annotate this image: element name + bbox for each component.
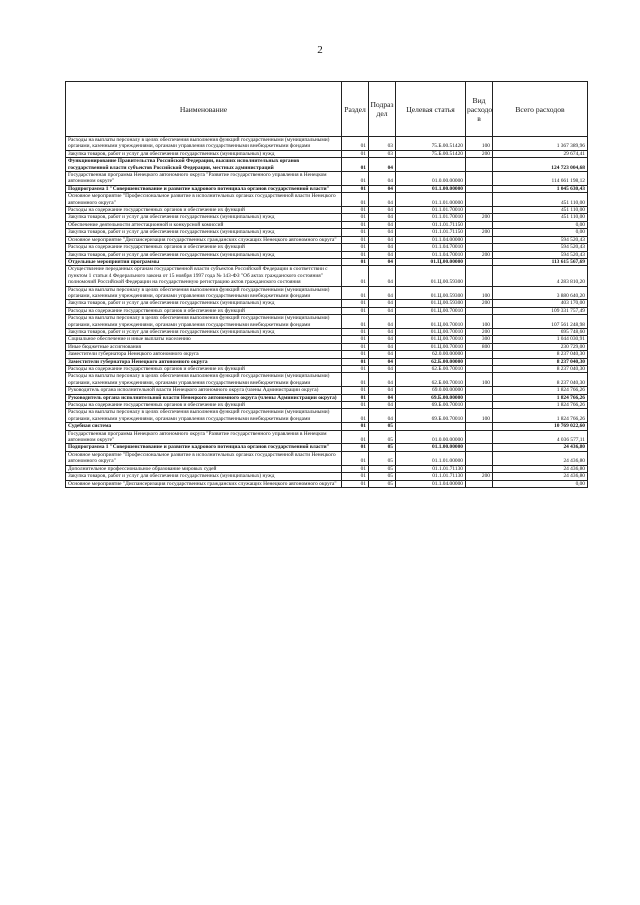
cell-kind: 200	[466, 328, 493, 335]
cell-article: 01.1.01.71130	[396, 473, 466, 480]
cell-article: 01.0.00.00000	[396, 430, 466, 444]
table-row	[66, 172, 588, 186]
cell-name: Основное мероприятие "Профессиональное развитие в исполнительных органах государственной власти Ненецкого автономного округа"	[66, 193, 342, 207]
cell-subsection: 04	[369, 394, 396, 401]
cell-subsection: 04	[369, 172, 396, 186]
cell-total: 1 367 389,96	[493, 137, 588, 151]
cell-article: 01.1.04.00000	[396, 480, 466, 487]
cell-kind: 200	[466, 229, 493, 236]
cell-name: Подпрограмма 1 "Совершенствование и развитие кадрового потенциала органов государственной власти"	[66, 444, 342, 451]
cell-name: Расходы на содержание государственных органов и обеспечение их функций	[66, 307, 342, 314]
cell-kind	[466, 193, 493, 207]
cell-total: 1 044 030,91	[493, 336, 588, 343]
cell-subsection: 04	[369, 286, 396, 300]
cell-name: Закупка товаров, работ и услуг для обеспечения государственных (муниципальных) нужд	[66, 150, 342, 157]
cell-total: 113 615 567,69	[493, 258, 588, 265]
cell-subsection: 04	[369, 358, 396, 365]
table-row	[66, 251, 588, 258]
cell-article: 01.Ц.00.70010	[396, 343, 466, 350]
cell-kind	[466, 258, 493, 265]
cell-total: 594 520,43	[493, 236, 588, 243]
table-row	[66, 158, 588, 172]
cell-article: 01.1.01.71150	[396, 229, 466, 236]
cell-section: 01	[342, 473, 369, 480]
cell-subsection: 04	[369, 315, 396, 329]
cell-section: 01	[342, 258, 369, 265]
cell-article: 62.Б.00.70010	[396, 366, 466, 373]
cell-name: Закупка товаров, работ и услуг для обеспечения государственных (муниципальных) нужд	[66, 214, 342, 221]
cell-kind: 200	[466, 300, 493, 307]
table-row	[66, 394, 588, 401]
table-row	[66, 358, 588, 365]
cell-name: Обеспечение деятельности аттестационной и конкурсной комиссий	[66, 221, 342, 228]
cell-article: 01.1.01.70010	[396, 207, 466, 214]
table-row	[66, 229, 588, 236]
cell-kind: 100	[466, 286, 493, 300]
cell-subsection: 03	[369, 137, 396, 151]
header-name: Наименование	[66, 82, 342, 137]
cell-subsection: 04	[369, 343, 396, 350]
cell-name: Расходы на выплаты персоналу в целях обеспечения выполнения функций государственными (муниципальными) органами, казенными учреждениями, органами управления государственными внебюджетными фондами	[66, 409, 342, 423]
cell-name: Расходы на выплаты персоналу в целях обеспечения выполнения функций государственными (муниципальными) органами, казенными учреждениями, органами управления государственными внебюджетными фондами	[66, 137, 342, 151]
cell-section: 01	[342, 266, 369, 286]
cell-name: Основное мероприятие "Профессиональное развитие в исполнительных органах государственной власти Ненецкого автономного округа"	[66, 451, 342, 465]
table-row	[66, 236, 588, 243]
table-row	[66, 343, 588, 350]
cell-total: 124 723 004,68	[493, 158, 588, 172]
cell-kind: 200	[466, 150, 493, 157]
table-header-row	[66, 82, 588, 137]
cell-section: 01	[342, 328, 369, 335]
table-row	[66, 409, 588, 423]
cell-name: Руководитель органа исполнительной власти Ненецкого автономного округа (члены Администрации округа)	[66, 387, 342, 394]
cell-section: 01	[342, 480, 369, 487]
table-row	[66, 185, 588, 192]
cell-total: 24 436,80	[493, 444, 588, 451]
cell-subsection: 04	[369, 258, 396, 265]
cell-subsection: 04	[369, 307, 396, 314]
table-body	[66, 137, 588, 488]
cell-name: Государственная программа Ненецкого автономного округа "Развитие государственного управления в Ненецком автономном округе"	[66, 172, 342, 186]
cell-name: Государственная программа Ненецкого автономного округа "Развитие государственного управления в Ненецком автономном округе"	[66, 430, 342, 444]
cell-total: 24 436,80	[493, 451, 588, 465]
cell-article	[396, 158, 466, 172]
cell-kind	[466, 358, 493, 365]
cell-section: 01	[342, 423, 369, 430]
cell-name: Судебная система	[66, 423, 342, 430]
cell-kind	[466, 423, 493, 430]
cell-name: Заместители губернатора Ненецкого автономного округа	[66, 351, 342, 358]
cell-total: 8 237 040,30	[493, 358, 588, 365]
cell-kind	[466, 480, 493, 487]
cell-section: 01	[342, 307, 369, 314]
cell-kind	[466, 185, 493, 192]
cell-section: 01	[342, 229, 369, 236]
header-section: Раздел	[342, 82, 369, 137]
cell-subsection: 04	[369, 373, 396, 387]
cell-total: 403 170,00	[493, 300, 588, 307]
cell-section: 01	[342, 394, 369, 401]
cell-kind	[466, 221, 493, 228]
cell-section: 01	[342, 315, 369, 329]
table-row	[66, 430, 588, 444]
cell-subsection: 04	[369, 185, 396, 192]
cell-name: Закупка товаров, работ и услуг для обеспечения государственных (муниципальных) нужд	[66, 229, 342, 236]
cell-name: Расходы на содержание государственных органов и обеспечение их функций	[66, 366, 342, 373]
cell-subsection: 04	[369, 300, 396, 307]
cell-subsection: 04	[369, 387, 396, 394]
table-row	[66, 336, 588, 343]
table-row	[66, 451, 588, 465]
cell-section: 01	[342, 451, 369, 465]
cell-kind	[466, 465, 493, 472]
cell-section: 01	[342, 366, 369, 373]
cell-kind: 100	[466, 315, 493, 329]
cell-total: 8 237 040,30	[493, 351, 588, 358]
cell-subsection: 05	[369, 473, 396, 480]
cell-total: 594 520,43	[493, 244, 588, 251]
cell-subsection: 04	[369, 351, 396, 358]
cell-section: 01	[342, 236, 369, 243]
cell-kind: 300	[466, 336, 493, 343]
cell-section: 01	[342, 193, 369, 207]
cell-article: 69.0.00.00000	[396, 387, 466, 394]
table-row	[66, 423, 588, 430]
cell-section: 01	[342, 387, 369, 394]
cell-kind	[466, 387, 493, 394]
cell-total: 114 661 198,12	[493, 172, 588, 186]
cell-name: Расходы на содержание государственных органов и обеспечение их функций	[66, 244, 342, 251]
header-kind: Вид расходо в	[466, 82, 493, 137]
cell-subsection: 04	[369, 251, 396, 258]
cell-section: 01	[342, 351, 369, 358]
cell-section: 01	[342, 430, 369, 444]
cell-section: 01	[342, 185, 369, 192]
cell-subsection: 04	[369, 193, 396, 207]
cell-total: 29 674,41	[493, 150, 588, 157]
table-row	[66, 351, 588, 358]
table-row	[66, 221, 588, 228]
cell-article: 75.Б.00.51420	[396, 137, 466, 151]
cell-article: 01.Ц.00.70010	[396, 307, 466, 314]
cell-kind	[466, 236, 493, 243]
cell-name: Социальное обеспечение и иные выплаты населению	[66, 336, 342, 343]
table-row	[66, 214, 588, 221]
cell-total: 0,00	[493, 221, 588, 228]
table-row	[66, 300, 588, 307]
cell-section: 01	[342, 150, 369, 157]
cell-subsection: 04	[369, 229, 396, 236]
cell-section: 01	[342, 358, 369, 365]
table-row	[66, 193, 588, 207]
cell-total: 0,00	[493, 229, 588, 236]
cell-total: 451 110,00	[493, 214, 588, 221]
cell-subsection: 04	[369, 366, 396, 373]
cell-kind	[466, 402, 493, 409]
cell-total: 594 520,43	[493, 251, 588, 258]
cell-subsection: 05	[369, 465, 396, 472]
cell-section: 01	[342, 244, 369, 251]
cell-subsection: 03	[369, 150, 396, 157]
cell-kind: 100	[466, 373, 493, 387]
table-row	[66, 307, 588, 314]
cell-article: 62.Б.00.70010	[396, 373, 466, 387]
cell-name: Расходы на содержание государственных органов и обеспечение их функций	[66, 207, 342, 214]
cell-subsection: 04	[369, 207, 396, 214]
cell-subsection: 04	[369, 244, 396, 251]
table-row	[66, 266, 588, 286]
cell-kind	[466, 444, 493, 451]
cell-section: 01	[342, 214, 369, 221]
cell-name: Отдельные мероприятия программы	[66, 258, 342, 265]
cell-article: 75.Б.00.51420	[396, 150, 466, 157]
cell-name: Закупка товаров, работ и услуг для обеспечения государственных (муниципальных) нужд	[66, 473, 342, 480]
header-subsection: Подраз дел	[369, 82, 396, 137]
cell-article: 01.1.01.70010	[396, 214, 466, 221]
cell-name: Закупка товаров, работ и услуг для обеспечения государственных (муниципальных) нужд	[66, 251, 342, 258]
cell-section: 01	[342, 221, 369, 228]
cell-article: 01.0.00.00000	[396, 172, 466, 186]
cell-name: Осуществление переданных органам государственной власти субъектов Российской Федерации в соответствии с пунктом 1 статьи 4 Федерального закона от 15 ноября 1997 года № 143-ФЗ "Об актах гражданского состояния" полномочий Российской Федерации на государственную регистрацию актов гражданского состояния	[66, 266, 342, 286]
cell-total: 4 036 577,11	[493, 430, 588, 444]
cell-article: 01.1.04.70010	[396, 244, 466, 251]
table-row	[66, 315, 588, 329]
cell-total: 695 748,60	[493, 328, 588, 335]
cell-kind: 100	[466, 409, 493, 423]
cell-kind	[466, 207, 493, 214]
cell-subsection: 04	[369, 328, 396, 335]
cell-total: 451 110,00	[493, 193, 588, 207]
table-row	[66, 244, 588, 251]
table-row	[66, 286, 588, 300]
cell-total: 3 880 640,20	[493, 286, 588, 300]
cell-section: 01	[342, 207, 369, 214]
cell-kind	[466, 244, 493, 251]
cell-kind	[466, 430, 493, 444]
cell-kind	[466, 266, 493, 286]
cell-kind: 200	[466, 251, 493, 258]
cell-name: Закупка товаров, работ и услуг для обеспечения государственных (муниципальных) нужд	[66, 328, 342, 335]
cell-article: 62.0.00.00000	[396, 351, 466, 358]
cell-kind: 200	[466, 473, 493, 480]
cell-total: 8 237 040,30	[493, 373, 588, 387]
cell-section: 01	[342, 343, 369, 350]
header-total: Всего расходов	[493, 82, 588, 137]
cell-article: 01.Ц.00.59300	[396, 286, 466, 300]
cell-section: 01	[342, 137, 369, 151]
table-row	[66, 328, 588, 335]
cell-section: 01	[342, 336, 369, 343]
cell-subsection: 04	[369, 214, 396, 221]
cell-total: 109 331 757,49	[493, 307, 588, 314]
cell-total: 107 561 248,98	[493, 315, 588, 329]
cell-total: 4 283 810,20	[493, 266, 588, 286]
cell-total: 8 237 040,30	[493, 366, 588, 373]
cell-article: 01.Ц.00.70010	[396, 328, 466, 335]
cell-article: 69.Б.00.70010	[396, 402, 466, 409]
cell-section: 01	[342, 402, 369, 409]
cell-total: 24 436,80	[493, 465, 588, 472]
cell-subsection: 04	[369, 402, 396, 409]
cell-article: 01.1.01.00000	[396, 193, 466, 207]
cell-article: 01.1.00.00000	[396, 444, 466, 451]
cell-section: 01	[342, 286, 369, 300]
cell-article: 62.Б.00.00000	[396, 358, 466, 365]
cell-kind	[466, 366, 493, 373]
cell-name: Расходы на содержание государственных органов и обеспечение их функций	[66, 402, 342, 409]
cell-name: Подпрограмма 1 "Совершенствование и развитие кадрового потенциала органов государственной власти"	[66, 185, 342, 192]
cell-subsection: 04	[369, 236, 396, 243]
budget-table	[65, 81, 588, 488]
table-row	[66, 473, 588, 480]
cell-name: Функционирование Правительства Российской Федерации, высших исполнительных органов государственной власти субъектов Российской Федерации, местных администраций	[66, 158, 342, 172]
cell-total: 1 824 766,26	[493, 387, 588, 394]
cell-total: 1 824 766,26	[493, 409, 588, 423]
header-article: Целевая статья	[396, 82, 466, 137]
cell-kind: 200	[466, 214, 493, 221]
table-row	[66, 387, 588, 394]
cell-article: 01.1.04.70010	[396, 251, 466, 258]
cell-section: 01	[342, 373, 369, 387]
cell-name: Основное мероприятие "Диспансеризация государственных гражданских служащих Ненецкого автономного округа"	[66, 480, 342, 487]
cell-total: 1 824 766,26	[493, 402, 588, 409]
cell-subsection: 04	[369, 266, 396, 286]
table-row	[66, 373, 588, 387]
cell-section: 01	[342, 172, 369, 186]
cell-article: 01.Ц.00.59300	[396, 266, 466, 286]
cell-section: 01	[342, 444, 369, 451]
cell-kind	[466, 307, 493, 314]
table-row	[66, 465, 588, 472]
cell-section: 01	[342, 465, 369, 472]
cell-name: Расходы на выплаты персоналу в целях обеспечения выполнения функций государственными (муниципальными) органами, казенными учреждениями, органами управления государственными внебюджетными фондами	[66, 373, 342, 387]
cell-article: 69.Б.00.70010	[396, 409, 466, 423]
cell-article: 01.Ц.00.70010	[396, 315, 466, 329]
table-row	[66, 207, 588, 214]
cell-section: 01	[342, 158, 369, 172]
cell-subsection: 05	[369, 444, 396, 451]
cell-name: Расходы на выплаты персоналу в целях обеспечения выполнения функций государственными (муниципальными) органами, казенными учреждениями, органами управления государственными внебюджетными фондами	[66, 286, 342, 300]
cell-total: 10 769 022,60	[493, 423, 588, 430]
cell-article: 01.Ц.00.59300	[396, 300, 466, 307]
cell-kind: 800	[466, 343, 493, 350]
table-row	[66, 402, 588, 409]
cell-article: 01.1.01.71130	[396, 465, 466, 472]
cell-subsection: 05	[369, 480, 396, 487]
cell-article: 01.1.01.71150	[396, 221, 466, 228]
cell-name: Иные бюджетные ассигнования	[66, 343, 342, 350]
cell-subsection: 05	[369, 430, 396, 444]
cell-article: 69.Б.00.00000	[396, 394, 466, 401]
table-row	[66, 366, 588, 373]
cell-subsection: 04	[369, 158, 396, 172]
cell-article: 01.1.04.00000	[396, 236, 466, 243]
cell-kind	[466, 172, 493, 186]
cell-total: 1 824 766,26	[493, 394, 588, 401]
cell-subsection: 04	[369, 336, 396, 343]
cell-kind	[466, 451, 493, 465]
page-number: 2	[317, 44, 323, 56]
table-row	[66, 137, 588, 151]
cell-subsection: 05	[369, 451, 396, 465]
table-row	[66, 150, 588, 157]
table-row	[66, 480, 588, 487]
cell-total: 451 110,00	[493, 207, 588, 214]
cell-section: 01	[342, 251, 369, 258]
cell-subsection: 04	[369, 409, 396, 423]
cell-kind: 100	[466, 137, 493, 151]
cell-section: 01	[342, 300, 369, 307]
cell-article: 01.Ц.00.70010	[396, 336, 466, 343]
cell-article: 01.1.00.00000	[396, 185, 466, 192]
cell-name: Основное мероприятие "Диспансеризация государственных гражданских служащих Ненецкого автономного округа"	[66, 236, 342, 243]
cell-total: 230 729,00	[493, 343, 588, 350]
cell-name: Закупка товаров, работ и услуг для обеспечения государственных (муниципальных) нужд	[66, 300, 342, 307]
cell-section: 01	[342, 409, 369, 423]
table-row	[66, 444, 588, 451]
cell-name: Расходы на выплаты персоналу в целях обеспечения выполнения функций государственными (муниципальными) органами, казенными учреждениями, органами управления государственными внебюджетными фондами	[66, 315, 342, 329]
cell-total: 24 436,80	[493, 473, 588, 480]
cell-total: 1 045 630,43	[493, 185, 588, 192]
cell-total: 0,00	[493, 480, 588, 487]
cell-kind	[466, 394, 493, 401]
cell-subsection: 04	[369, 221, 396, 228]
cell-name: Руководитель органа исполнительной власти Ненецкого автономного округа (члены Администрации округа)	[66, 394, 342, 401]
cell-article	[396, 423, 466, 430]
cell-article: 01.1.01.00000	[396, 451, 466, 465]
cell-name: Дополнительное профессиональное образование мировых судей	[66, 465, 342, 472]
cell-subsection: 05	[369, 423, 396, 430]
cell-article: 01.Ц.00.00000	[396, 258, 466, 265]
table-row	[66, 258, 588, 265]
cell-kind	[466, 351, 493, 358]
cell-name: Заместители губернатора Ненецкого автономного округа	[66, 358, 342, 365]
cell-kind	[466, 158, 493, 172]
